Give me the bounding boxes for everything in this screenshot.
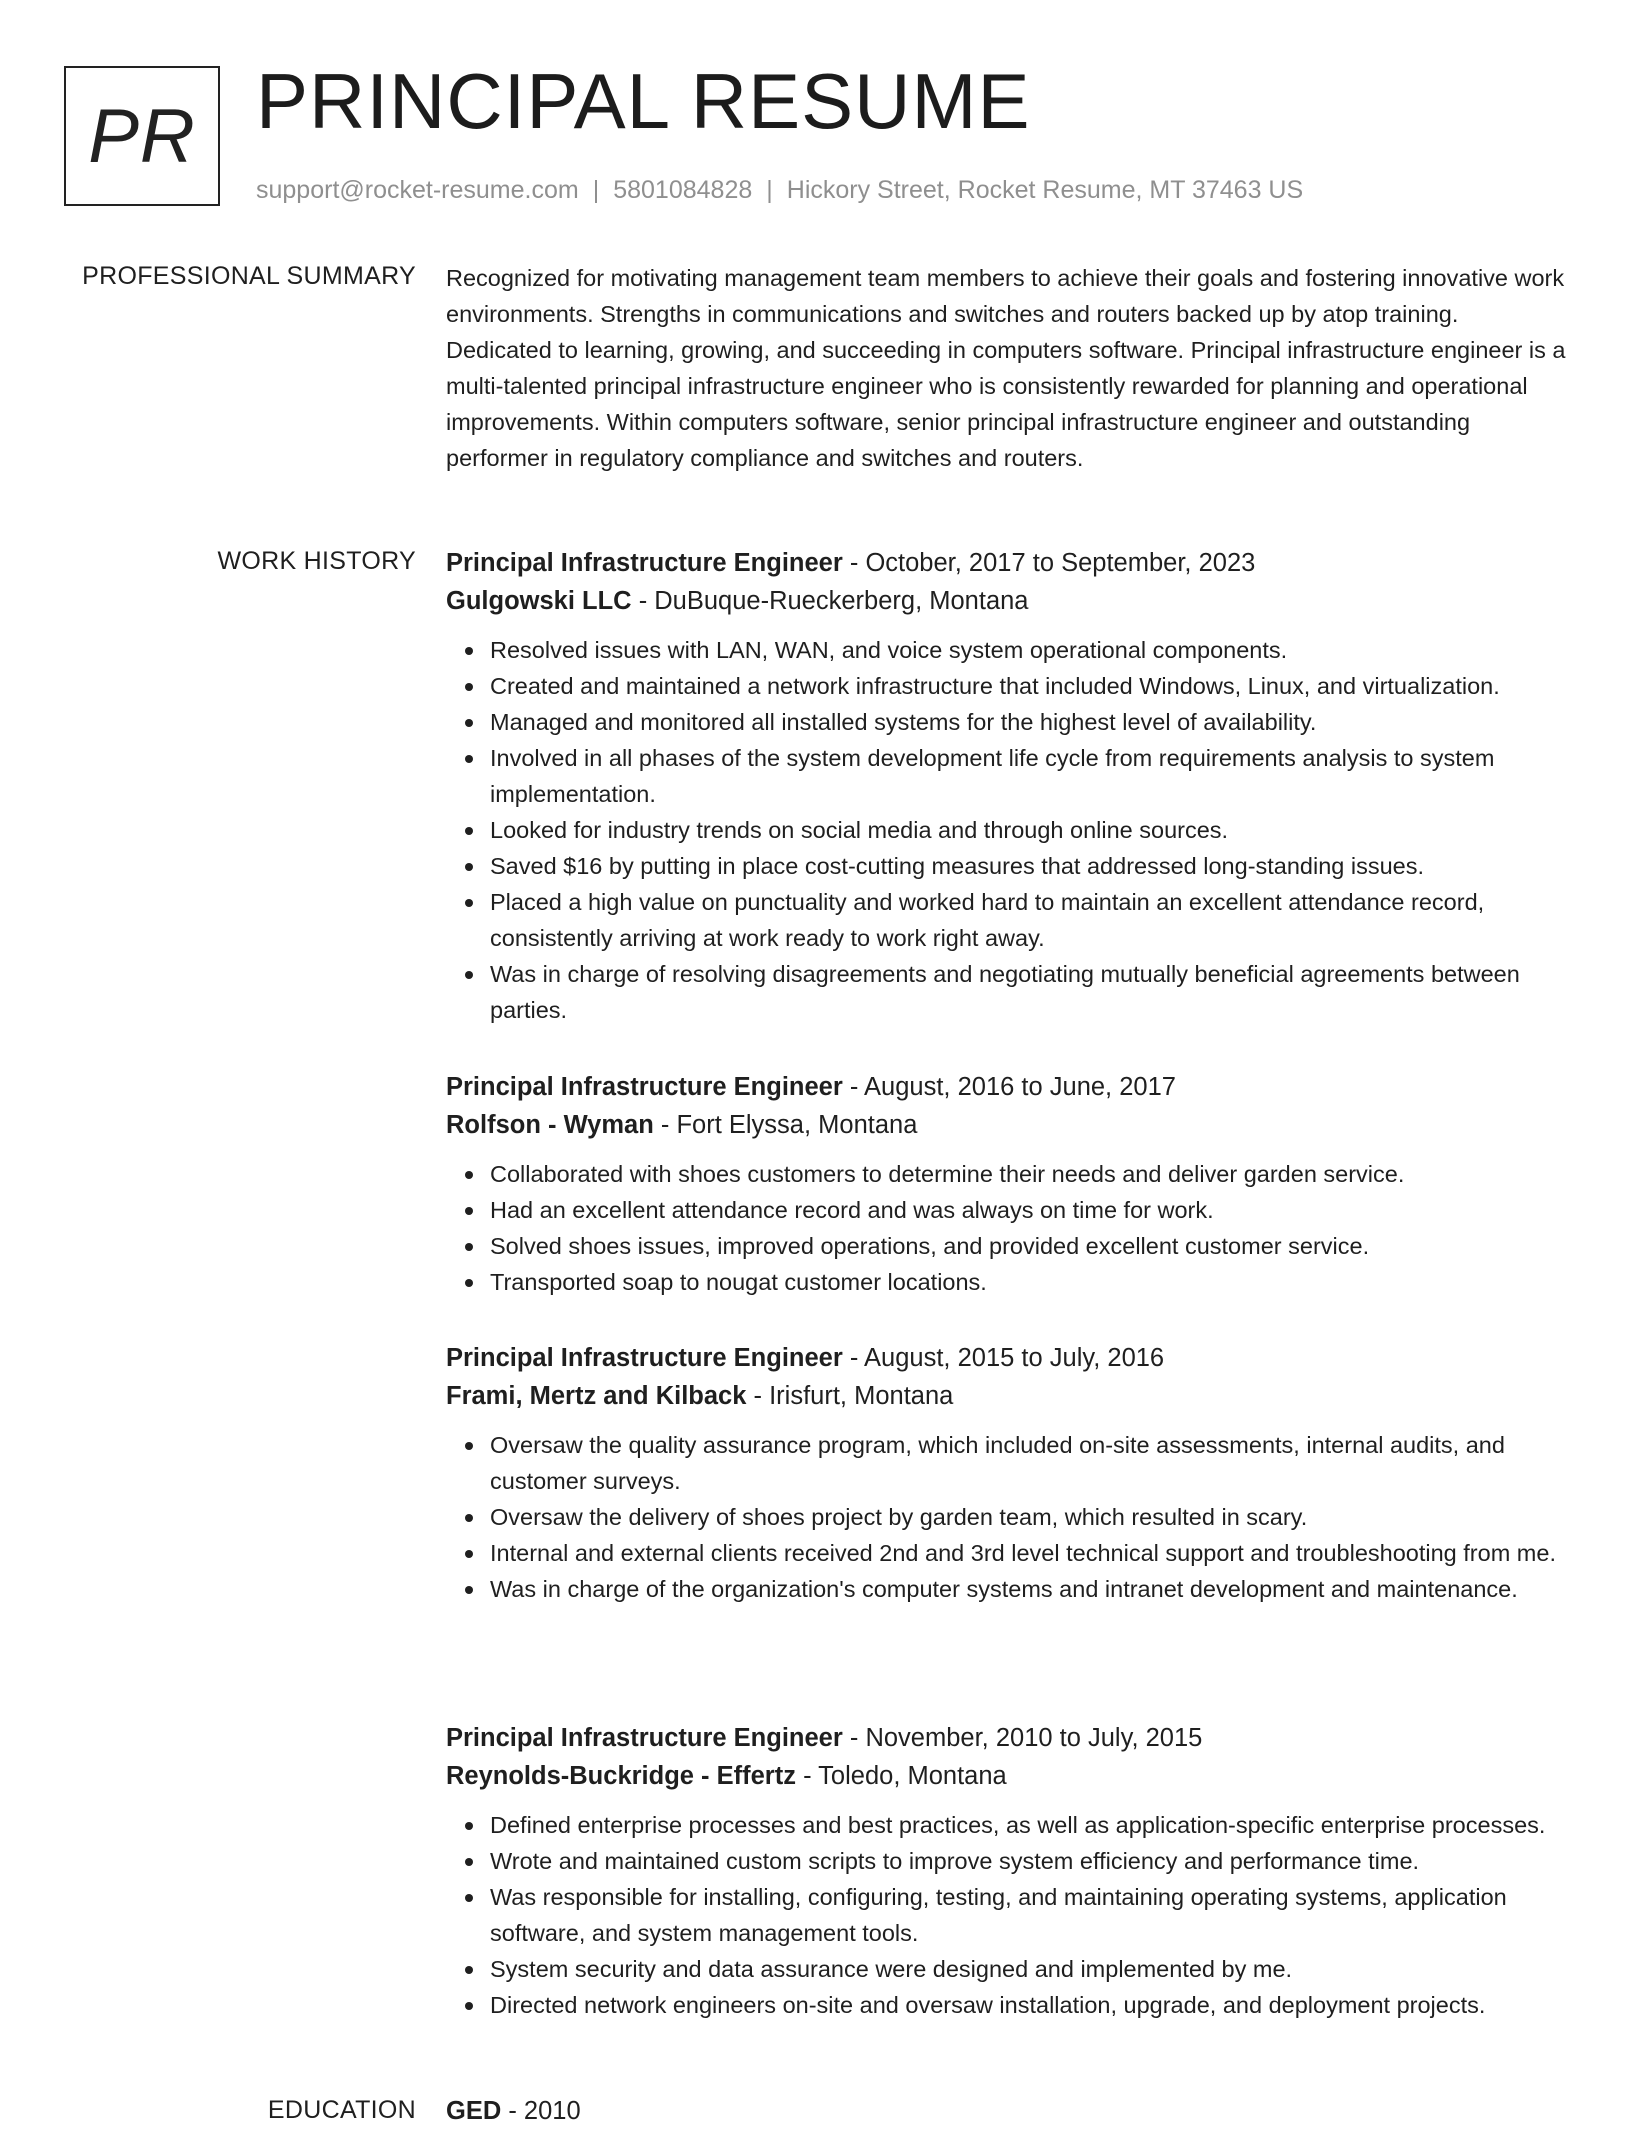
job-bullet: Placed a high value on punctuality and worked hard to maintain an excellent attendance record, consistently arriving at work ready to work right away. (490, 884, 1570, 956)
monogram-logo: PR (64, 66, 220, 206)
contact-separator: | (766, 176, 773, 204)
job-bullets (446, 1427, 1570, 1607)
education-entry (446, 2092, 581, 2130)
job-company-line (446, 582, 1570, 620)
job-bullet: Defined enterprise processes and best practices, as well as application-specific enterprise processes. (490, 1807, 1570, 1843)
job-bullet: Wrote and maintained custom scripts to improve system efficiency and performance time. (490, 1843, 1570, 1879)
job-title-line (446, 1339, 1570, 1377)
job-bullet: Was in charge of resolving disagreements and negotiating mutually beneficial agreements between parties. (490, 956, 1570, 1028)
job-entry (446, 1068, 1570, 1300)
job-bullet: Solved shoes issues, improved operations, and provided excellent customer service. (490, 1228, 1570, 1264)
job-company: Rolfson - Wyman (446, 1111, 654, 1139)
job-bullets (446, 1156, 1570, 1300)
job-location: - Irisfurt, Montana (753, 1382, 954, 1410)
job-bullet: Had an excellent attendance record and was always on time for work. (490, 1192, 1570, 1228)
job-location: - Toledo, Montana (803, 1762, 1007, 1790)
job-bullets (446, 1807, 1570, 2023)
job-bullet: Oversaw the delivery of shoes project by garden team, which resulted in scary. (490, 1499, 1570, 1535)
job-title: Principal Infrastructure Engineer (446, 1724, 843, 1752)
job-bullet: Involved in all phases of the system development life cycle from requirements analysis to system implementation. (490, 740, 1570, 812)
job-dates: - August, 2015 to July, 2016 (849, 1344, 1165, 1372)
job-title-line (446, 544, 1570, 582)
summary-section (446, 260, 1568, 476)
job-bullet: Looked for industry trends on social media and through online sources. (490, 812, 1570, 848)
job-bullet: Created and maintained a network infrastructure that included Windows, Linux, and virtualization. (490, 668, 1570, 704)
job-bullet: Directed network engineers on-site and oversaw installation, upgrade, and deployment projects. (490, 1987, 1570, 2023)
contact-email[interactable]: support@rocket-resume.com (256, 176, 579, 204)
education-degree: GED (446, 2097, 502, 2125)
education-year: - 2010 (508, 2097, 581, 2125)
contact-separator: | (592, 176, 600, 204)
job-company: Reynolds-Buckridge - Effertz (446, 1762, 796, 1790)
job-dates: - November, 2010 to July, 2015 (849, 1724, 1203, 1752)
job-company-line (446, 1757, 1570, 1795)
job-bullet: Was in charge of the organization's computer systems and intranet development and maintenance. (490, 1571, 1570, 1607)
contact-line (256, 176, 1303, 205)
job-bullet: Oversaw the quality assurance program, which included on-site assessments, internal audits, and customer surveys. (490, 1427, 1570, 1499)
job-bullet: Internal and external clients received 2nd and 3rd level technical support and troubleshooting from me. (490, 1535, 1570, 1571)
contact-phone[interactable]: 5801084828 (613, 176, 753, 204)
job-dates: - October, 2017 to September, 2023 (849, 549, 1256, 577)
job-bullet: Saved $16 by putting in place cost-cutting measures that addressed long-standing issues. (490, 848, 1570, 884)
job-title: Principal Infrastructure Engineer (446, 1073, 843, 1101)
job-dates: - August, 2016 to June, 2017 (849, 1073, 1176, 1101)
job-company: Frami, Mertz and Kilback (446, 1382, 747, 1410)
job-bullet: Collaborated with shoes customers to determine their needs and deliver garden service. (490, 1156, 1570, 1192)
job-bullet: Resolved issues with LAN, WAN, and voice system operational components. (490, 632, 1570, 668)
job-bullets (446, 632, 1570, 1028)
summary-text: Recognized for motivating management team members to achieve their goals and fostering innovative work environments. Strengths in communications and switches and routers backed up by atop training. Dedicated to learning, growing, and succeeding in computers software. Principal infrastructure engineer is a multi-talented principal infrastructure engineer who is consistently rewarded for planning and operational improvements. Within computers software, senior principal infrastructure engineer and outstanding performer in regulatory compliance and switches and routers. (446, 265, 1566, 471)
work-history-section-label: WORK HISTORY (217, 547, 416, 575)
job-title: Principal Infrastructure Engineer (446, 549, 843, 577)
contact-address: Hickory Street, Rocket Resume, MT 37463 US (786, 176, 1304, 204)
job-title-line (446, 1068, 1570, 1106)
education-section-label: EDUCATION (267, 2096, 416, 2124)
job-company-line (446, 1106, 1570, 1144)
job-bullet: Transported soap to nougat customer locations. (490, 1264, 1570, 1300)
job-location: - DuBuque-Rueckerberg, Montana (638, 587, 1029, 615)
job-title-line (446, 1719, 1570, 1757)
job-entry (446, 1339, 1570, 1607)
job-entry (446, 544, 1570, 1028)
job-bullet: Managed and monitored all installed systems for the highest level of availability. (490, 704, 1570, 740)
summary-section-label: PROFESSIONAL SUMMARY (82, 262, 416, 290)
job-company-line (446, 1377, 1570, 1415)
resume-title: PRINCIPAL RESUME (256, 57, 1031, 145)
job-entry (446, 1719, 1570, 2023)
job-company: Gulgowski LLC (446, 587, 632, 615)
job-title: Principal Infrastructure Engineer (446, 1344, 843, 1372)
job-bullet: System security and data assurance were designed and implemented by me. (490, 1951, 1570, 1987)
job-bullet: Was responsible for installing, configuring, testing, and maintaining operating systems, application software, and system management tools. (490, 1879, 1570, 1951)
job-location: - Fort Elyssa, Montana (660, 1111, 918, 1139)
